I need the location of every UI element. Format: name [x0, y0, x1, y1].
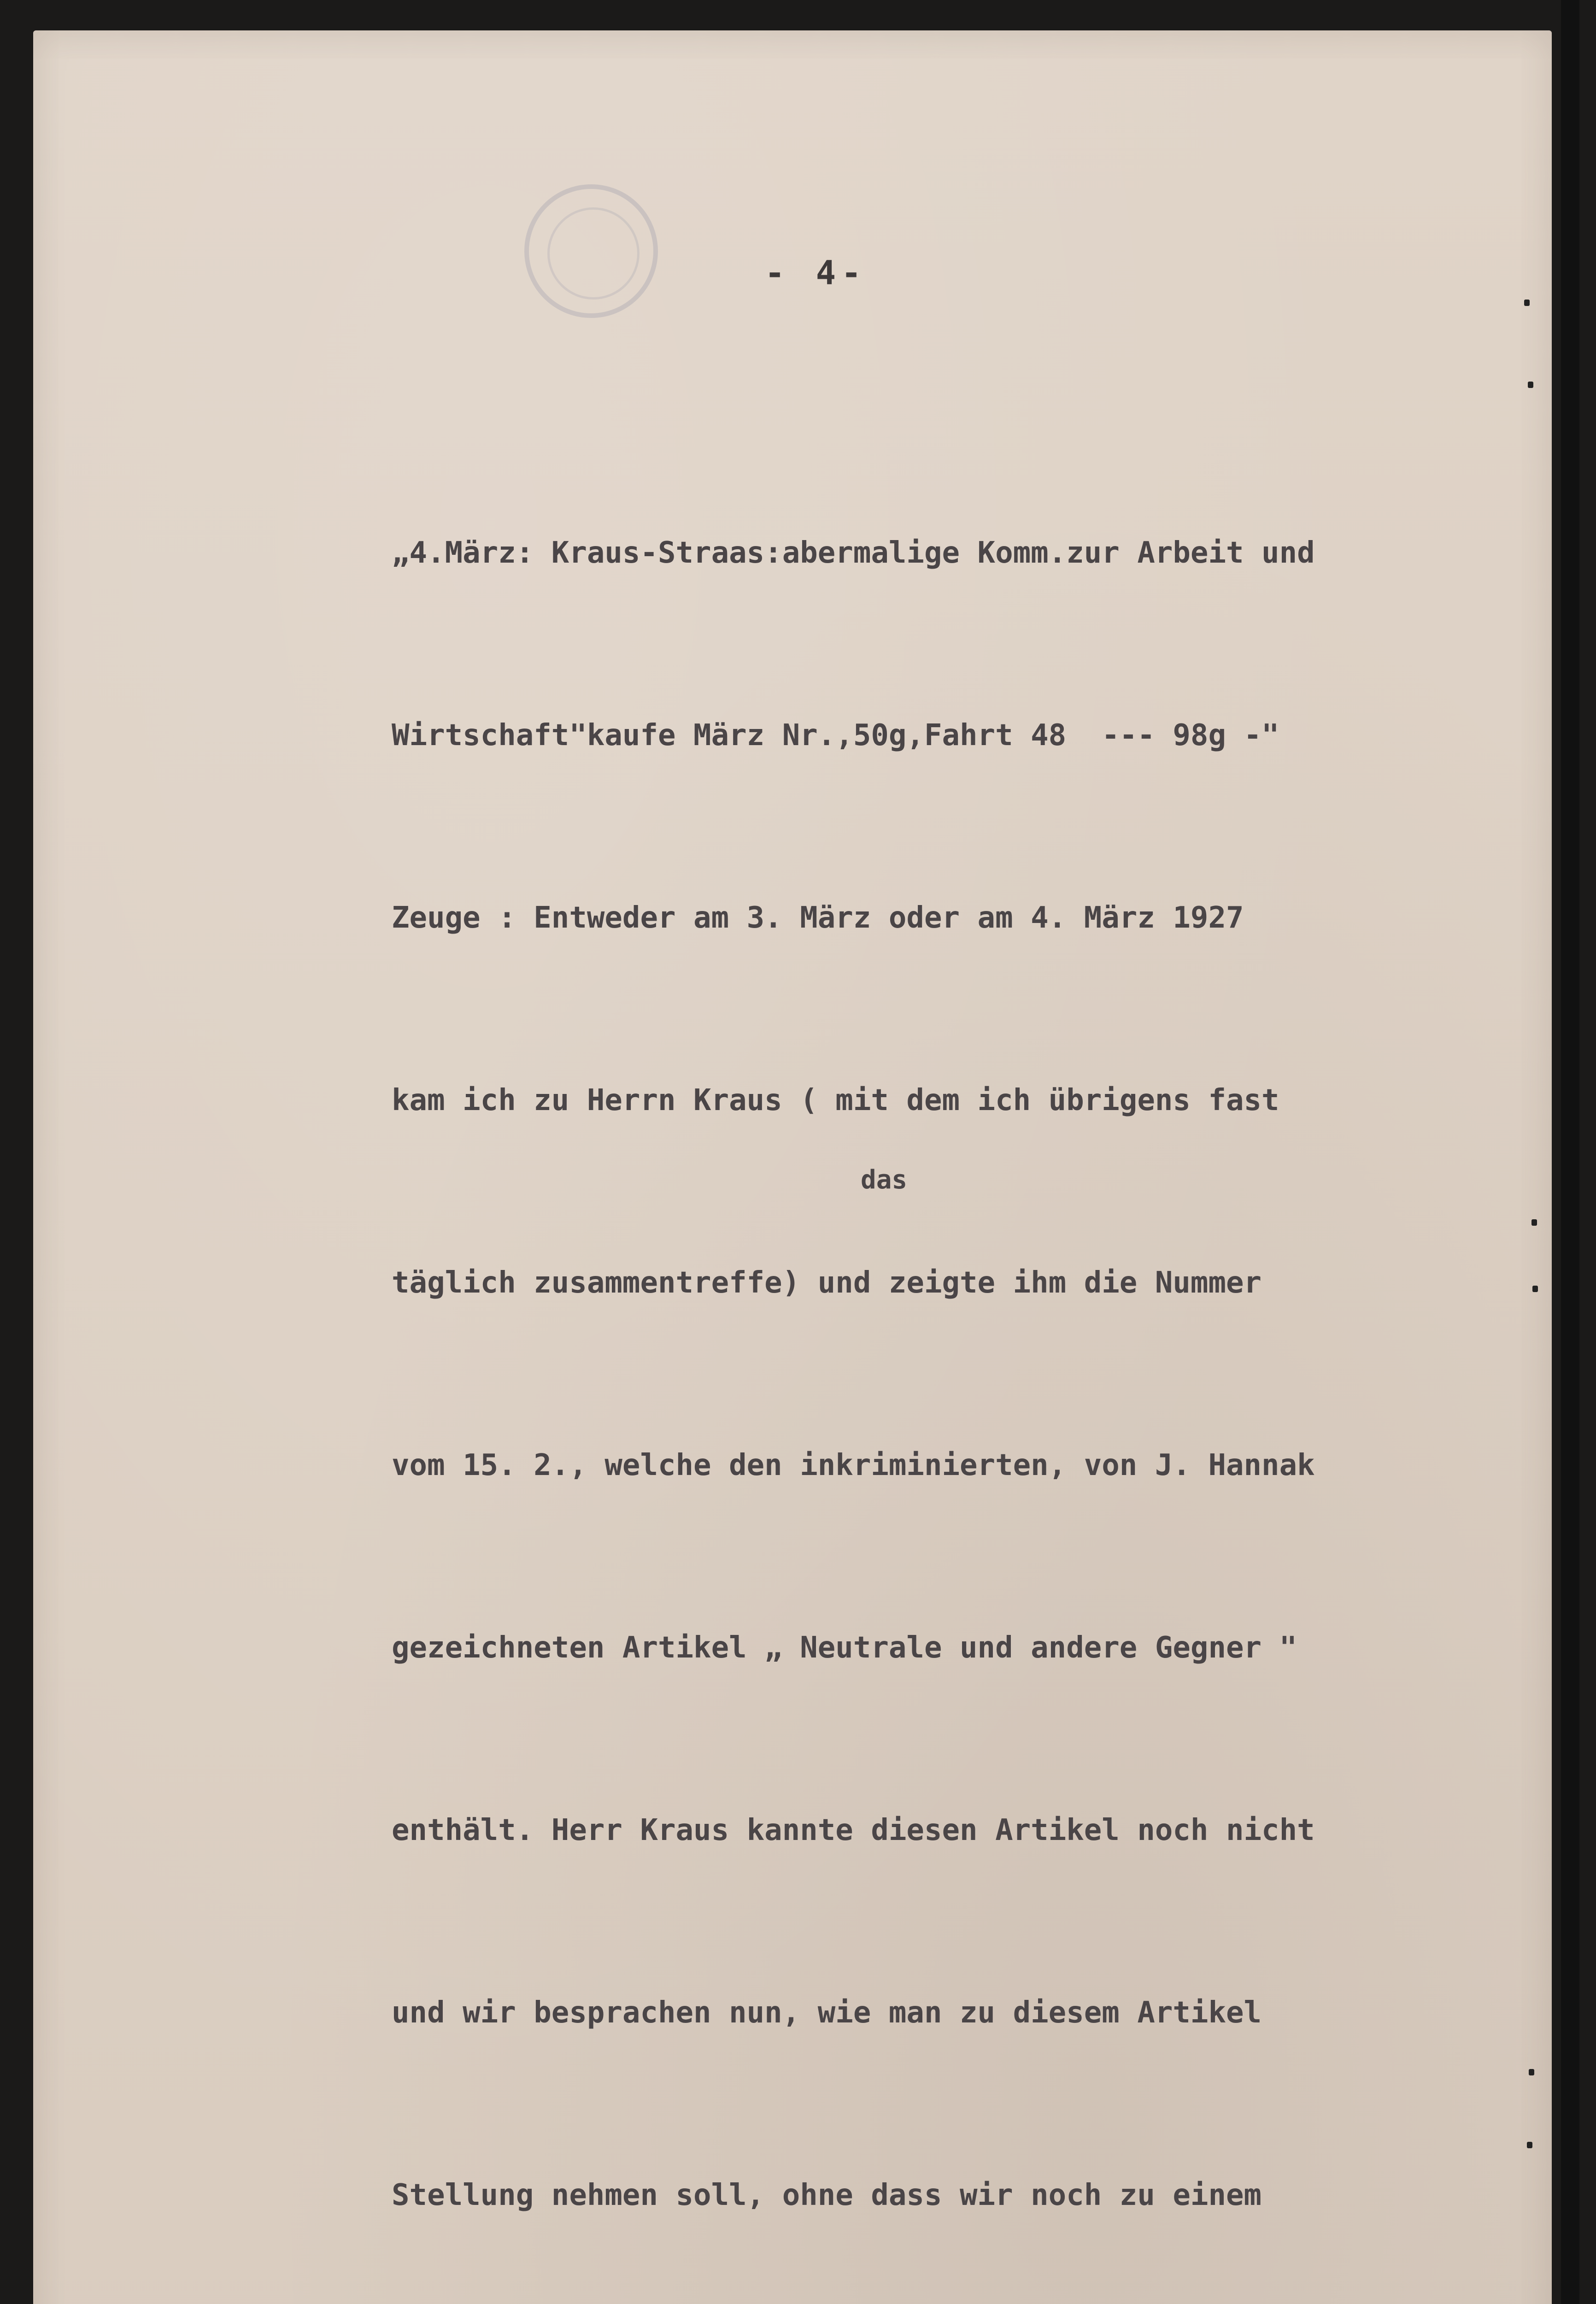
text-line: enthält. Herr Kraus kannte diesen Artikel noch nicht: [392, 1813, 1315, 1847]
text-line: gezeichneten Artikel „ Neutrale und andere Gegner ": [392, 1631, 1297, 1665]
text-line: täglich zusammentreffe) und zeigte ihm die Nummer: [392, 1266, 1262, 1300]
text-line: vom 15. 2., welche den inkriminierten, von J. Hannak: [392, 1448, 1315, 1482]
handwritten-insertion: das: [861, 1165, 908, 1195]
text-line: Wirtschaft"kaufe März Nr.,50g,Fahrt 48 --- 98g -": [392, 718, 1279, 752]
margin-mark: [1527, 2142, 1532, 2148]
typed-body-text: [392, 401, 1534, 2304]
margin-mark: [1529, 2069, 1534, 2075]
page-number: - 4-: [765, 253, 867, 292]
margin-mark: [1528, 382, 1533, 388]
faded-stamp-seal: [524, 184, 658, 318]
margin-mark: [1532, 1286, 1538, 1292]
page-edge-shadow: [1561, 0, 1579, 2304]
text-line: Stellung nehmen soll, ohne dass wir noch zu einem: [392, 2178, 1262, 2212]
margin-mark: [1524, 300, 1530, 306]
text-line: Zeuge : Entweder am 3. März oder am 4. März 1927: [392, 901, 1244, 935]
text-line: „4.März: Kraus-Straas:abermalige Komm.zur Arbeit und: [392, 536, 1315, 570]
margin-mark: [1531, 1219, 1537, 1226]
text-line: und wir besprachen nun, wie man zu diesem Artikel: [392, 1996, 1262, 2030]
text-line: kam ich zu Herrn Kraus ( mit dem ich übrigens fast: [392, 1083, 1279, 1117]
